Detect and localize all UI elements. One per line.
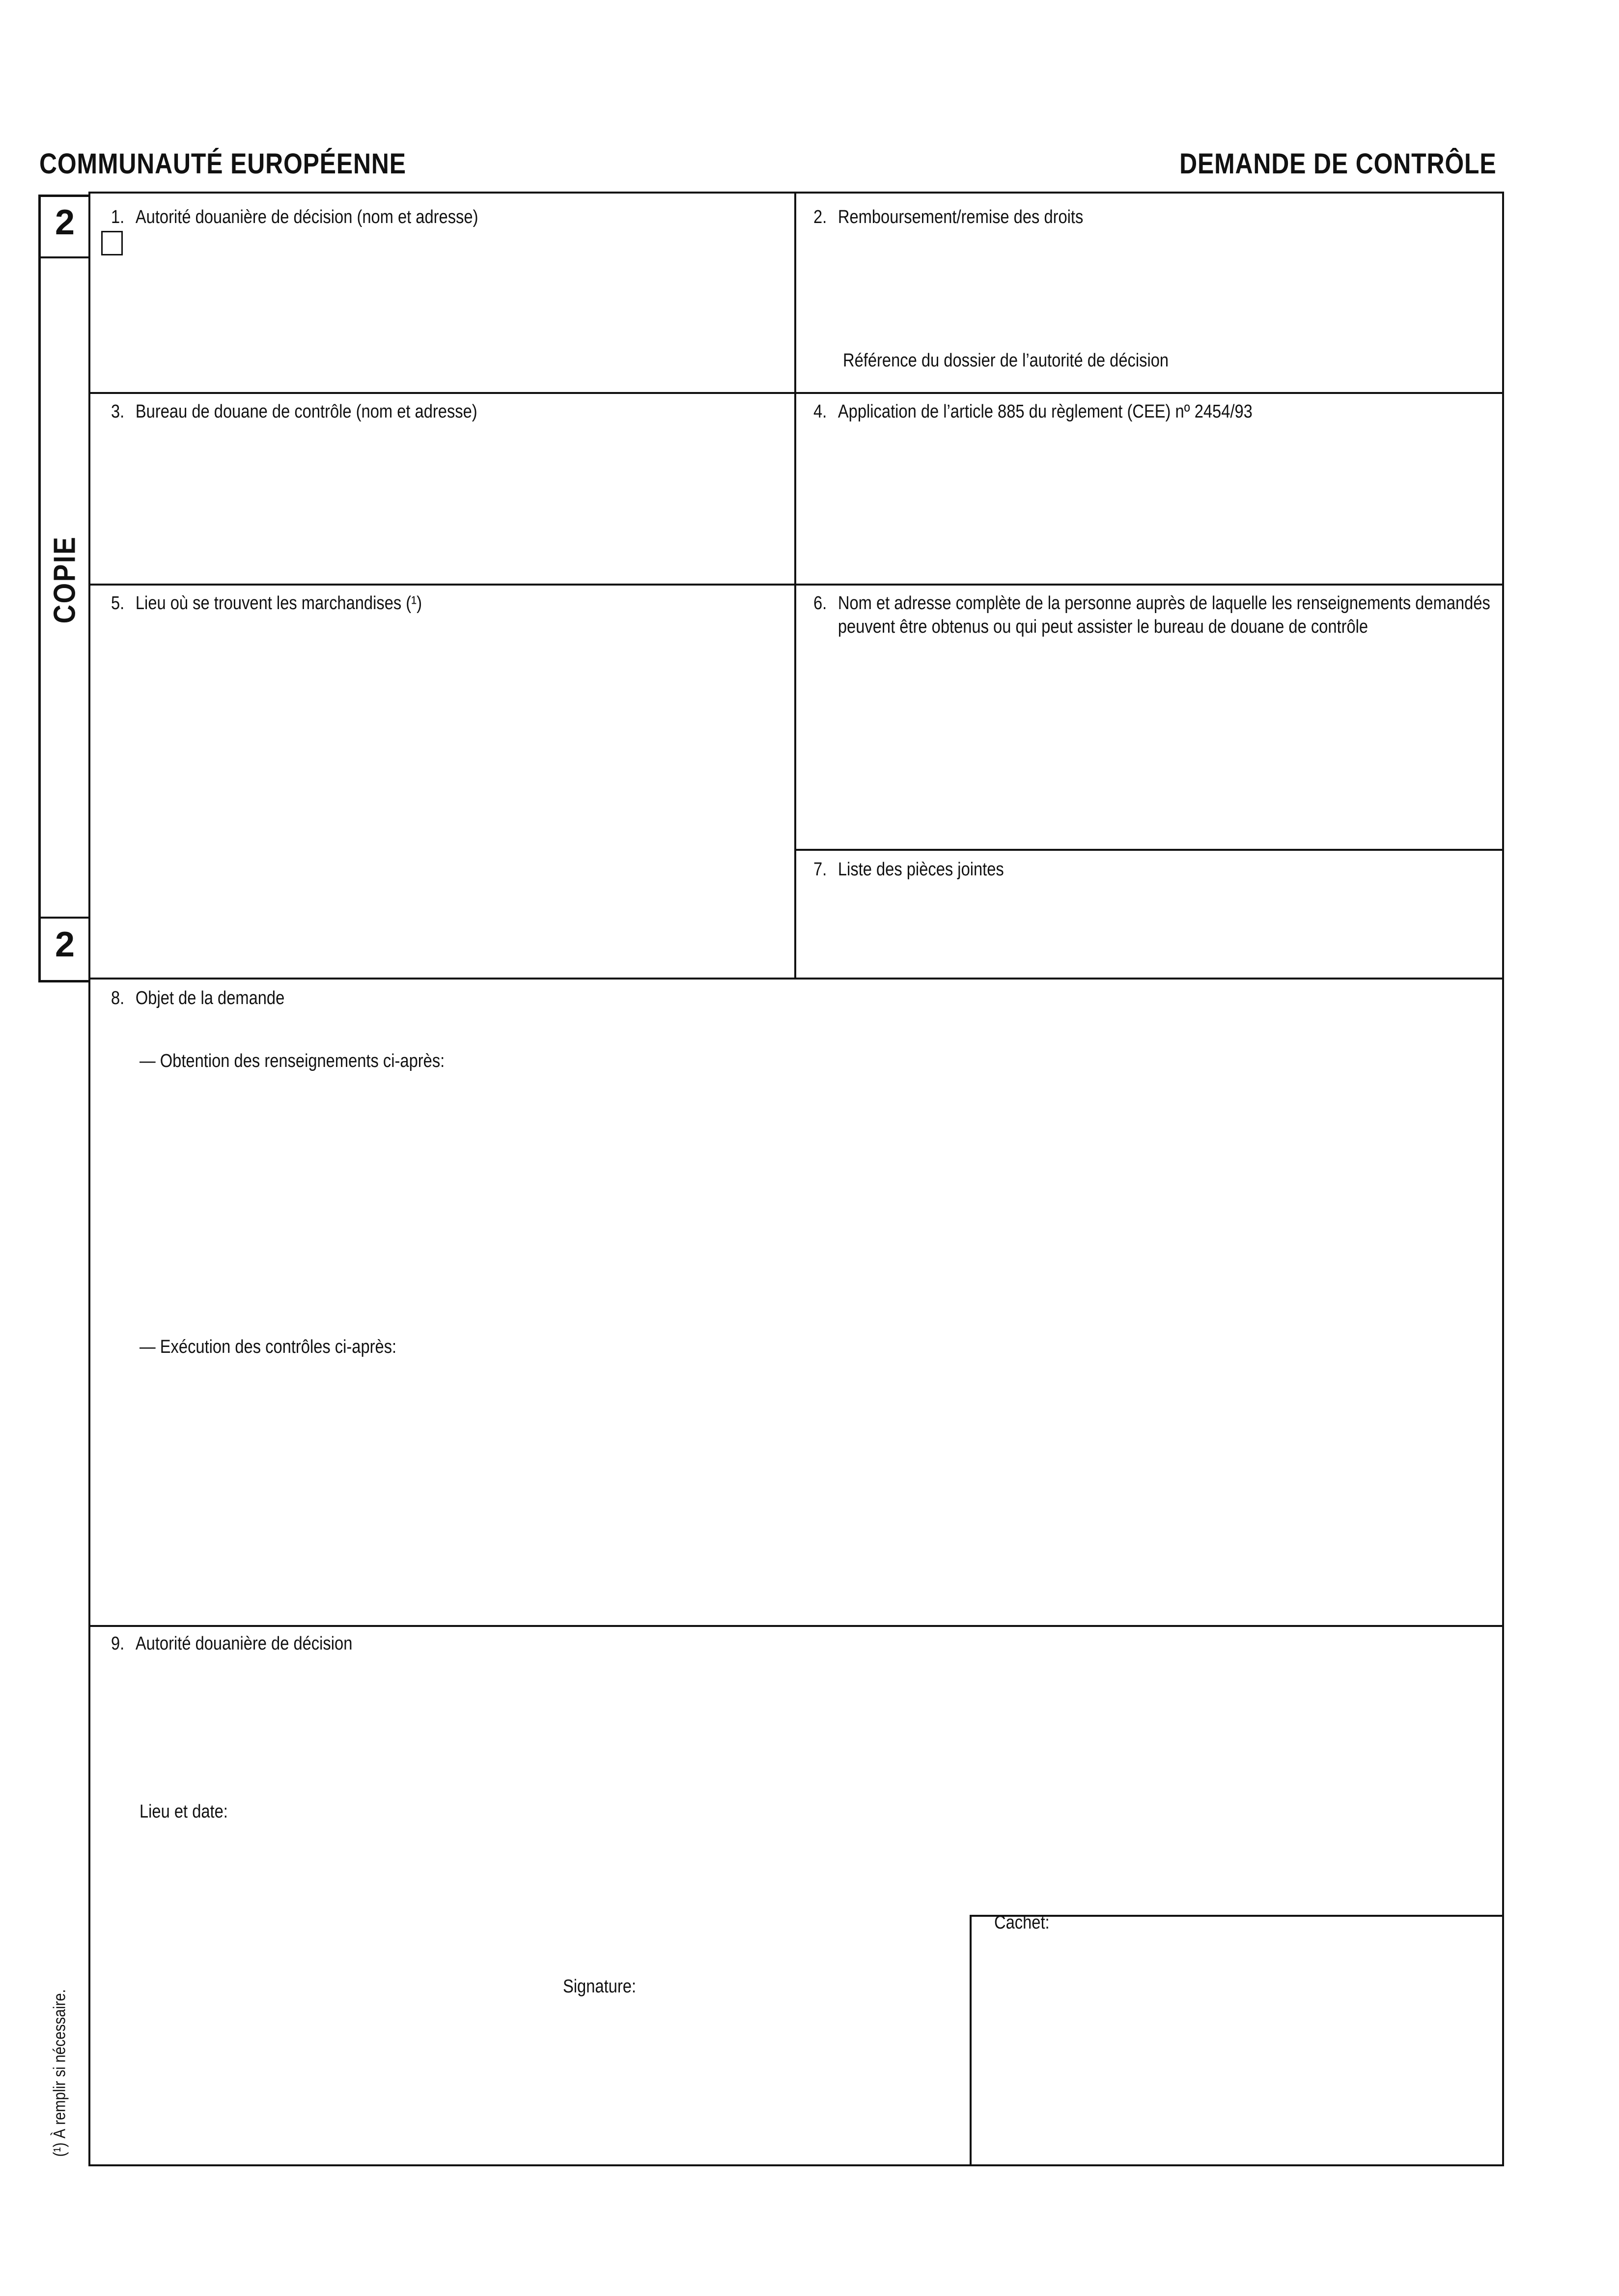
- form-border-bottom: [88, 2164, 1504, 2166]
- divider-row-1: [88, 392, 1504, 394]
- box-8-controls-item: — Exécution des contrôles ci-après:: [140, 1337, 397, 1357]
- divider-row-3: [88, 978, 1504, 980]
- box-3-number: 3.: [111, 401, 125, 422]
- box-8-number: 8.: [111, 988, 125, 1008]
- box-1-checkbox[interactable]: [101, 231, 123, 255]
- strip-divider-top: [38, 256, 90, 258]
- box-8-information-item: — Obtention des renseignements ci-après:: [140, 1051, 445, 1071]
- divider-box-6-7: [794, 849, 1504, 851]
- box-3-label: [111, 400, 477, 423]
- box-9-text: Autorité douanière de décision: [135, 1633, 353, 1654]
- form-border-top: [88, 192, 1504, 194]
- divider-row-4: [88, 1625, 1504, 1627]
- box-2-reference-label: Référence du dossier de l’autorité de décision: [843, 350, 1169, 371]
- stamp-box-left: [970, 1915, 972, 2166]
- stamp-box-top: [970, 1915, 1504, 1917]
- box-4-text: Application de l’article 885 du règlement (CEE) nº 2454/93: [837, 401, 1253, 422]
- box-4-label: [813, 400, 1253, 423]
- box-2-number: 2.: [813, 207, 827, 227]
- form-title: DEMANDE DE CONTRÔLE: [1179, 148, 1496, 180]
- box-8-text: Objet de la demande: [135, 988, 285, 1008]
- box-2-label: [813, 205, 1083, 229]
- strip-border-top: [38, 195, 90, 197]
- box-9-label: [111, 1632, 352, 1655]
- box-1-number: 1.: [111, 207, 125, 227]
- copy-number-top: 2: [55, 203, 75, 242]
- strip-border-left: [38, 195, 41, 982]
- signature-label: Signature:: [563, 1976, 636, 1997]
- box-8-label: [111, 986, 284, 1010]
- box-7-text: Liste des pièces jointes: [837, 859, 1004, 880]
- box-7-number: 7.: [813, 859, 827, 880]
- box-6-number: 6.: [813, 593, 827, 614]
- box-7-label: [813, 858, 1004, 881]
- box-9-number: 9.: [111, 1633, 125, 1654]
- place-date-label: Lieu et date:: [140, 1801, 228, 1822]
- box-6-label: [813, 591, 1501, 639]
- copy-number-bottom: 2: [55, 925, 75, 964]
- box-5-text: Lieu où se trouvent les marchandises (¹): [135, 593, 422, 614]
- strip-border-bottom: [38, 980, 90, 982]
- stamp-label: Cachet:: [994, 1912, 1050, 1933]
- community-title: COMMUNAUTÉ EUROPÉENNE: [39, 148, 406, 180]
- box-1-text: Autorité douanière de décision (nom et adresse): [135, 207, 478, 227]
- box-2-text: Remboursement/remise des droits: [837, 207, 1084, 227]
- footnote: (¹) À remplir si nécessaire.: [50, 1989, 69, 2157]
- form-border-right: [1502, 192, 1504, 2166]
- box-3-text: Bureau de douane de contrôle (nom et adresse): [135, 401, 477, 422]
- box-4-number: 4.: [813, 401, 827, 422]
- strip-divider-bottom: [38, 917, 90, 919]
- box-6-text: Nom et adresse complète de la personne auprès de laquelle les renseignements demandés peuvent être obtenus ou qui peut assister le bureau de douane de contrôle: [837, 593, 1490, 637]
- box-5-label: [111, 591, 422, 615]
- box-1-label: [111, 205, 478, 229]
- box-5-number: 5.: [111, 593, 125, 614]
- form-border-left: [88, 192, 90, 2166]
- divider-row-2: [88, 584, 1504, 586]
- copy-label: COPIE: [48, 535, 82, 624]
